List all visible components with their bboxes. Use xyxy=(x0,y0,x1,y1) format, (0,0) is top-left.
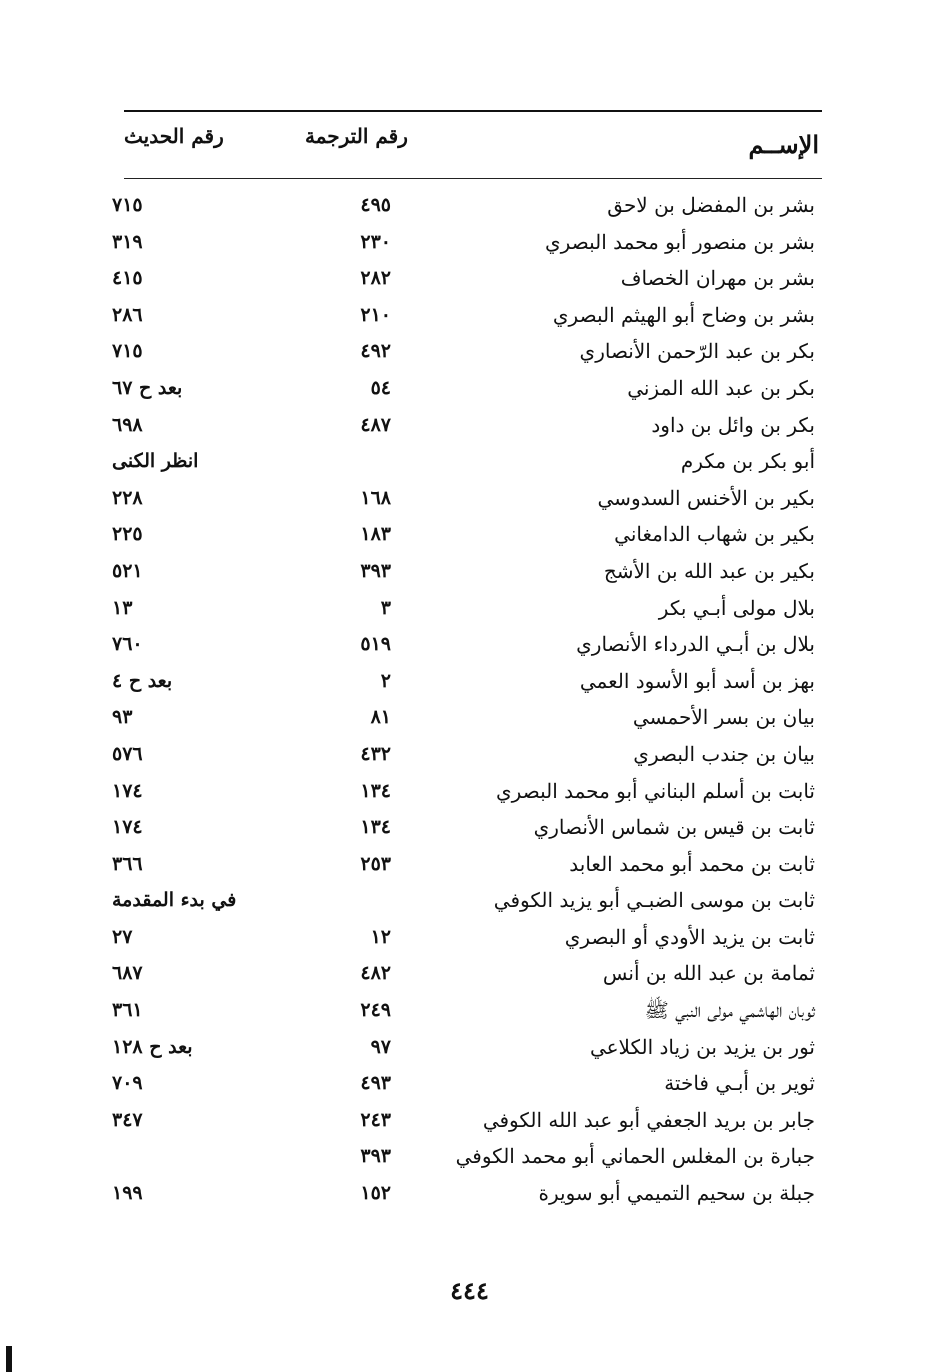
tarjama-number: ١٢ xyxy=(370,925,391,948)
hadith-number: ٣٦١ xyxy=(112,999,143,1022)
table-row xyxy=(0,808,939,845)
narrator-name: بلال بن أبـي الدرداء الأنصاري xyxy=(576,632,815,657)
table-row xyxy=(0,881,939,918)
tarjama-number: ٤٩٥ xyxy=(360,194,391,216)
tarjama-number: ٢٣٠ xyxy=(360,230,391,253)
narrator-name: جبلة بن سحيم التميمي أبو سويرة xyxy=(538,1181,815,1206)
hadith-number: ٥٧٦ xyxy=(112,742,143,765)
hadith-number: في بدء المقدمة xyxy=(112,889,237,912)
tarjama-number: ٣٩٣ xyxy=(360,1145,391,1168)
top-rule xyxy=(124,110,822,112)
hadith-number: ٣٦٦ xyxy=(112,852,143,875)
narrator-name: ثابت بن محمد أبو محمد العابد xyxy=(569,851,815,876)
table-row xyxy=(0,991,939,1028)
table-row xyxy=(0,625,939,662)
table-row xyxy=(0,1028,939,1065)
hadith-number: ٦٩٨ xyxy=(112,413,143,436)
index-table xyxy=(0,186,939,1211)
header-hadith-number: رقم الحديث xyxy=(124,124,224,148)
table-row xyxy=(0,406,939,443)
tarjama-number: ٢٥٣ xyxy=(360,852,391,875)
header-tarjama-number: رقم الترجمة xyxy=(305,124,408,148)
tarjama-number: ٤٩٢ xyxy=(360,340,391,363)
hadith-number: ١٩٩ xyxy=(112,1182,143,1205)
narrator-name: ثابت بن قيس بن شماس الأنصاري xyxy=(533,815,815,840)
hadith-number: ٥٢١ xyxy=(112,559,143,582)
tarjama-number: ٤٨٧ xyxy=(360,413,391,436)
hadith-number: ٢٧ xyxy=(112,925,133,948)
hadith-number: ٣٤٧ xyxy=(112,1108,143,1131)
tarjama-number: ١٣٤ xyxy=(360,779,391,802)
narrator-name: بكر بن عبد الله المزني xyxy=(627,375,815,400)
hadith-number: ١٧٤ xyxy=(112,779,143,802)
hadith-number: ٩٣ xyxy=(112,706,133,729)
hadith-number: انظر الكنى xyxy=(112,450,199,473)
narrator-name: بشر بن منصور أبو محمد البصري xyxy=(545,229,815,254)
edge-mark xyxy=(6,1346,12,1372)
hadith-number: ٣١٩ xyxy=(112,230,143,253)
table-row xyxy=(0,442,939,479)
tarjama-number: ٢١٠ xyxy=(360,303,391,326)
narrator-name: أبو بكر بن مكرم xyxy=(680,449,815,474)
table-row xyxy=(0,1174,939,1211)
narrator-name: بيان بن جندب البصري xyxy=(633,741,815,766)
tarjama-number: ٤٣٢ xyxy=(360,742,391,765)
hadith-number: ٤١٥ xyxy=(112,267,143,290)
tarjama-number: ٢٨٢ xyxy=(360,267,391,290)
tarjama-number: ٨١ xyxy=(370,706,391,729)
hadith-number: ٢٨٦ xyxy=(112,303,143,326)
table-row xyxy=(0,515,939,552)
table-row xyxy=(0,186,939,223)
narrator-name: ثوير بن أبـي فاختة xyxy=(664,1071,815,1096)
tarjama-number: ٥٤ xyxy=(370,376,391,399)
hadith-number: ٧١٥ xyxy=(112,194,143,216)
table-row xyxy=(0,369,939,406)
narrator-name: بكير بن عبد الله بن الأشج xyxy=(603,558,815,583)
table-row xyxy=(0,332,939,369)
table-row xyxy=(0,1137,939,1174)
table-row xyxy=(0,918,939,955)
narrator-name: بكير بن شهاب الدامغاني xyxy=(614,522,815,547)
narrator-name: ثمامة بن عبد الله بن أنس xyxy=(602,961,815,986)
narrator-name: بكير بن الأخنس السدوسي xyxy=(597,485,815,510)
hadith-number: ٧٠٩ xyxy=(112,1072,143,1095)
narrator-name: بشر بن المفضل بن لاحق xyxy=(607,193,815,217)
hadith-number: ٦٨٧ xyxy=(112,962,143,985)
table-row xyxy=(0,223,939,260)
tarjama-number: ٩٧ xyxy=(370,1035,391,1058)
hadith-number: ١٣ xyxy=(112,596,133,619)
narrator-name: بهز بن أسد أبو الأسود العمي xyxy=(579,668,815,693)
narrator-name: بيان بن بسر الأحمسي xyxy=(632,705,815,730)
header-rule xyxy=(124,178,822,179)
tarjama-number: ٥١٩ xyxy=(360,633,391,656)
table-row xyxy=(0,259,939,296)
narrator-name: ثابت بن أسلم البناني أبو محمد البصري xyxy=(496,778,815,803)
tarjama-number: ٢٤٣ xyxy=(360,1108,391,1131)
hadith-number: بعد ح ٤ xyxy=(112,669,173,692)
narrator-name: ثابت بن يزيد الأودي أو البصري xyxy=(564,924,815,949)
table-row xyxy=(0,552,939,589)
narrator-name: بكر بن وائل بن داود xyxy=(651,412,815,437)
table-row xyxy=(0,845,939,882)
hadith-number: ٧٦٠ xyxy=(112,633,143,656)
table-row xyxy=(0,735,939,772)
hadith-number: ٢٢٨ xyxy=(112,486,143,509)
table-row xyxy=(0,698,939,735)
table-row xyxy=(0,662,939,699)
tarjama-number: ٤٨٢ xyxy=(360,962,391,985)
narrator-name: بلال مولى أبـي بكر xyxy=(658,595,815,620)
hadith-number: ٧١٥ xyxy=(112,340,143,363)
narrator-name: بشر بن وضاح أبو الهيثم البصري xyxy=(552,302,815,327)
narrator-name: جبارة بن المغلس الحماني أبو محمد الكوفي xyxy=(455,1144,815,1169)
table-row xyxy=(0,479,939,516)
narrator-name: جابر بن بريد الجعفي أبو عبد الله الكوفي xyxy=(482,1107,815,1132)
table-row xyxy=(0,954,939,991)
tarjama-number: ١٦٨ xyxy=(360,486,391,509)
table-row xyxy=(0,772,939,809)
tarjama-number: ٢٤٩ xyxy=(360,999,391,1022)
tarjama-number: ١٣٤ xyxy=(360,816,391,839)
narrator-name: ثوبان الهاشمي مولى النبي ﷺ xyxy=(644,998,815,1023)
hadith-number: بعد ح ١٢٨ xyxy=(112,1035,193,1058)
tarjama-number: ٣٩٣ xyxy=(360,559,391,582)
hadith-number: ١٧٤ xyxy=(112,816,143,839)
table-row xyxy=(0,296,939,333)
page-number: ٤٤٤ xyxy=(450,1276,489,1305)
table-row xyxy=(0,1101,939,1138)
narrator-name: بشر بن مهران الخصاف xyxy=(620,266,815,291)
tarjama-number: ٢ xyxy=(380,669,391,692)
header-name: الإســم xyxy=(748,130,819,159)
narrator-name: ثور بن يزيد بن زياد الكلاعي xyxy=(589,1034,815,1059)
hadith-number: بعد ح ٦٧ xyxy=(112,376,183,399)
tarjama-number: ١٥٢ xyxy=(360,1182,391,1205)
table-row xyxy=(0,589,939,626)
tarjama-number: ١٨٣ xyxy=(360,523,391,546)
narrator-name: بكر بن عبد الرّحمن الأنصاري xyxy=(579,339,815,364)
tarjama-number: ٣ xyxy=(380,596,391,619)
tarjama-number: ٤٩٣ xyxy=(360,1072,391,1095)
narrator-name: ثابت بن موسى الضبـي أبو يزيد الكوفي xyxy=(493,888,815,913)
hadith-number: ٢٢٥ xyxy=(112,523,143,546)
table-row xyxy=(0,1064,939,1101)
